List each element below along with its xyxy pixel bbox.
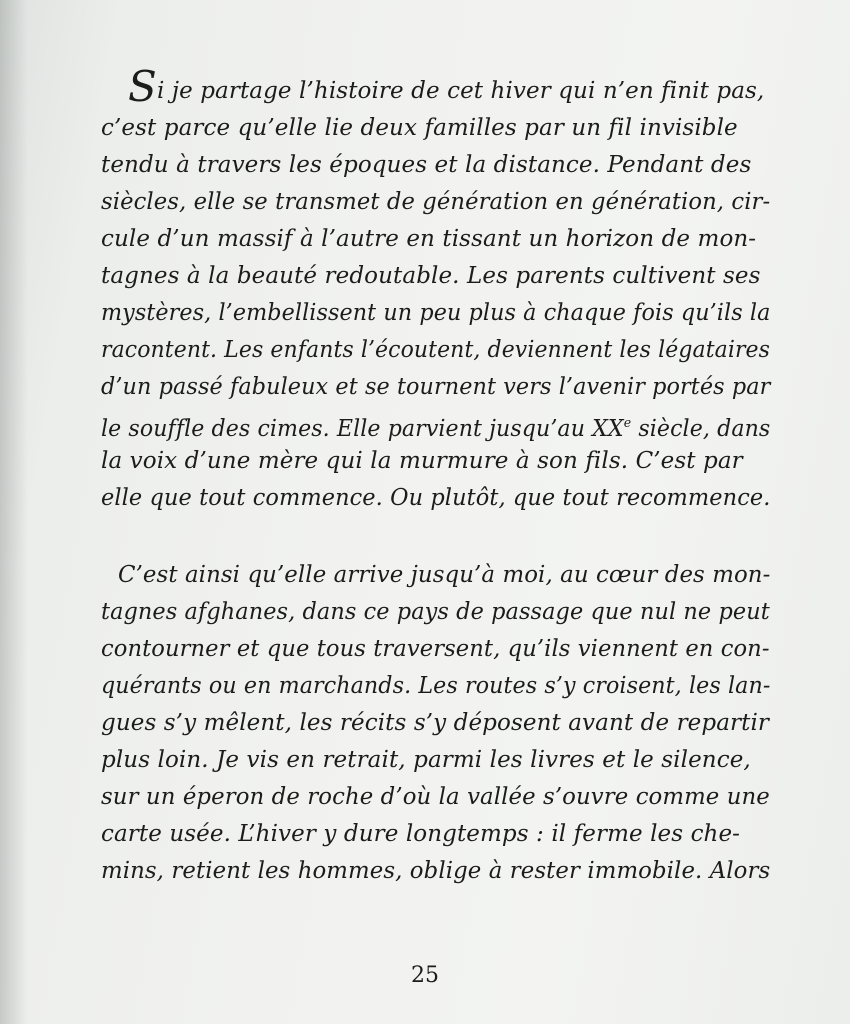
text-line: siècles, elle se transmet de génération en génération, cir- xyxy=(101,189,771,215)
text-line: racontent. Les enfants l’écoutent, deviennent les légataires xyxy=(101,337,771,363)
text-line: tendu à travers les époques et la distance. Pendant des xyxy=(101,152,752,178)
text-line: c’est parce qu’elle lie deux familles par un fil invisible xyxy=(101,115,738,141)
text-line: elle que tout commence. Ou plutôt, que tout recommence. xyxy=(101,485,771,511)
text-segment: siècle, dans xyxy=(631,416,771,442)
page-number: 25 xyxy=(411,963,439,988)
superscript: e xyxy=(623,416,632,431)
text-line: cule d’un massif à l’autre en tissant un horizon de mon- xyxy=(101,226,757,252)
text-line xyxy=(101,409,770,444)
text-line: mins, retient les hommes, oblige à rester immobile. Alors xyxy=(101,858,771,884)
text-line: i je partage l’histoire de cet hiver qui n’en finit pas, xyxy=(157,78,765,104)
text-line: sur un éperon de roche d’où la vallée s’ouvre comme une xyxy=(101,784,770,810)
text-line: mystères, l’embellissent un peu plus à chaque fois qu’ils la xyxy=(101,300,771,326)
text-line: d’un passé fabuleux et se tournent vers l’avenir portés par xyxy=(101,374,771,400)
text-line: C’est ainsi qu’elle arrive jusqu’à moi, au cœur des mon- xyxy=(118,562,771,588)
text-line: carte usée. L’hiver y dure longtemps : il ferme les che- xyxy=(101,821,741,847)
text-line: la voix d’une mère qui la murmure à son fils. C’est par xyxy=(101,448,743,474)
text-line: gues s’y mêlent, les récits s’y déposent avant de repartir xyxy=(101,710,769,736)
drop-cap: S xyxy=(128,62,157,111)
text-segment: le souffle des cimes. Elle parvient jusqu’au XX xyxy=(101,416,624,442)
text-line: quérants ou en marchands. Les routes s’y croisent, les lan- xyxy=(101,673,771,699)
text-line: contourner et que tous traversent, qu’ils viennent en con- xyxy=(101,636,770,662)
text-line: plus loin. Je vis en retrait, parmi les livres et le silence, xyxy=(101,747,751,773)
text-line: tagnes à la beauté redoutable. Les parents cultivent ses xyxy=(101,263,761,289)
text-line: tagnes afghanes, dans ce pays de passage que nul ne peut xyxy=(101,599,770,625)
